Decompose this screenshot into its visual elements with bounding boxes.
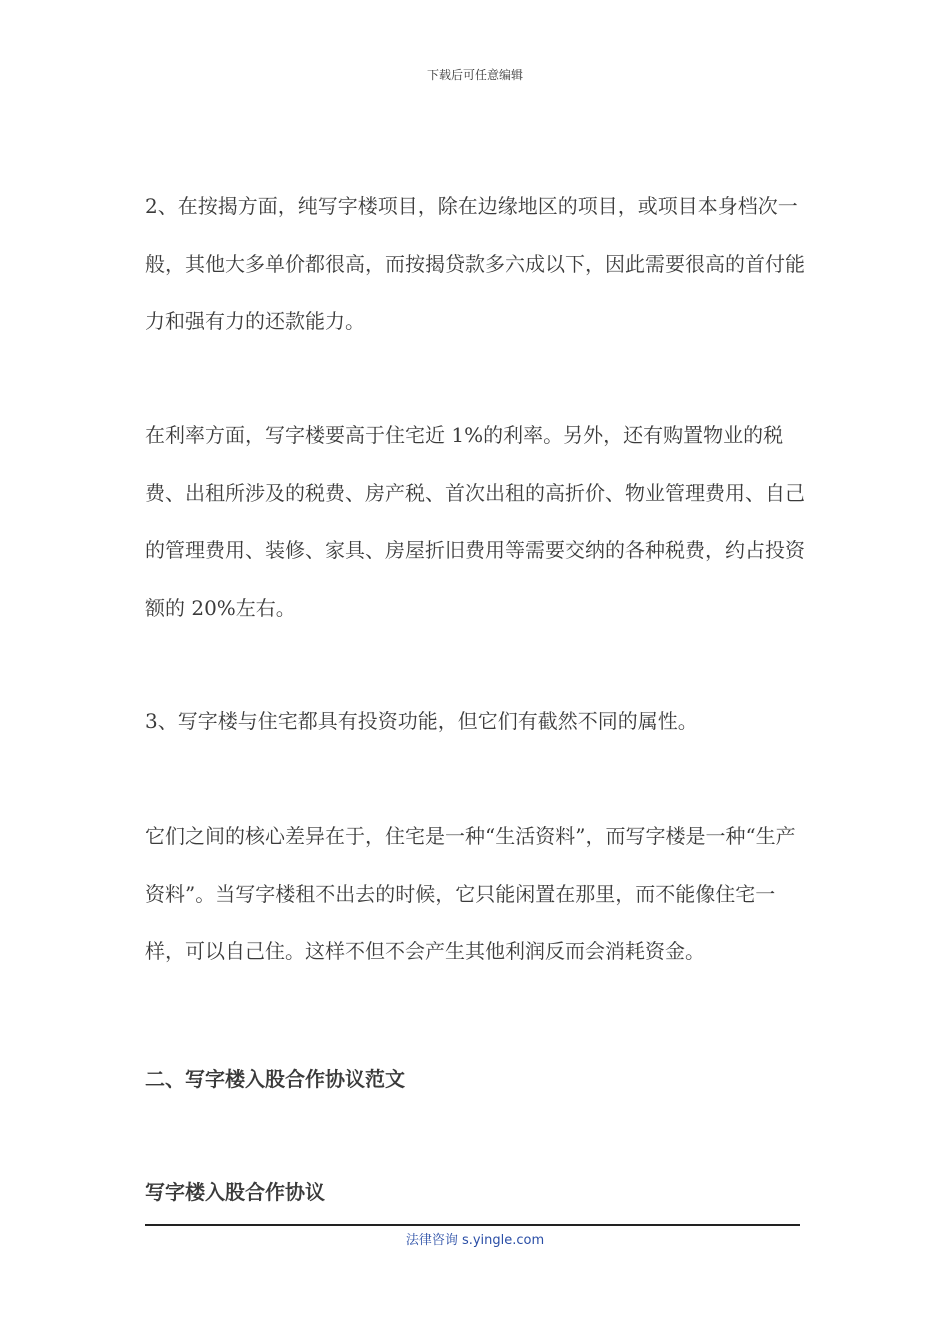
section-heading: 二、写字楼入股合作协议范文 (145, 1067, 405, 1091)
paragraph-core-difference: 它们之间的核心差异在于，住宅是一种“生活资料”，而写字楼是一种“生产资料”。当写字楼租不出去的时候，它只能闲置在那里，而不能像住宅一样，可以自己住。这样不但不会产生其他利润反而会消耗资金。 (145, 824, 796, 963)
paragraph-interest-rate: 在利率方面，写字楼要高于住宅近 1%的利率。另外，还有购置物业的税费、出租所涉及的税费、房产税、首次出租的高折价、物业管理费用、自己的管理费用、装修、家具、房屋折旧费用等需要交纳的各种税费，约占投资额的 20%左右。 (145, 423, 805, 620)
paragraph-investment-function: 3、写字楼与住宅都具有投资功能，但它们有截然不同的属性。 (145, 709, 698, 733)
footer-divider (145, 1224, 800, 1226)
agreement-title: 写字楼入股合作协议 (145, 1180, 325, 1204)
footer-legal-consult-link[interactable]: 法律咨询 s.yingle.com (405, 1233, 545, 1248)
paragraph-mortgage: 2、在按揭方面，纯写字楼项目，除在边缘地区的项目，或项目本身档次一般，其他大多单价都很高，而按揭贷款多六成以下，因此需要很高的首付能力和强有力的还款能力。 (145, 194, 805, 333)
page-header-note: 下载后可任意编辑 (426, 68, 523, 82)
